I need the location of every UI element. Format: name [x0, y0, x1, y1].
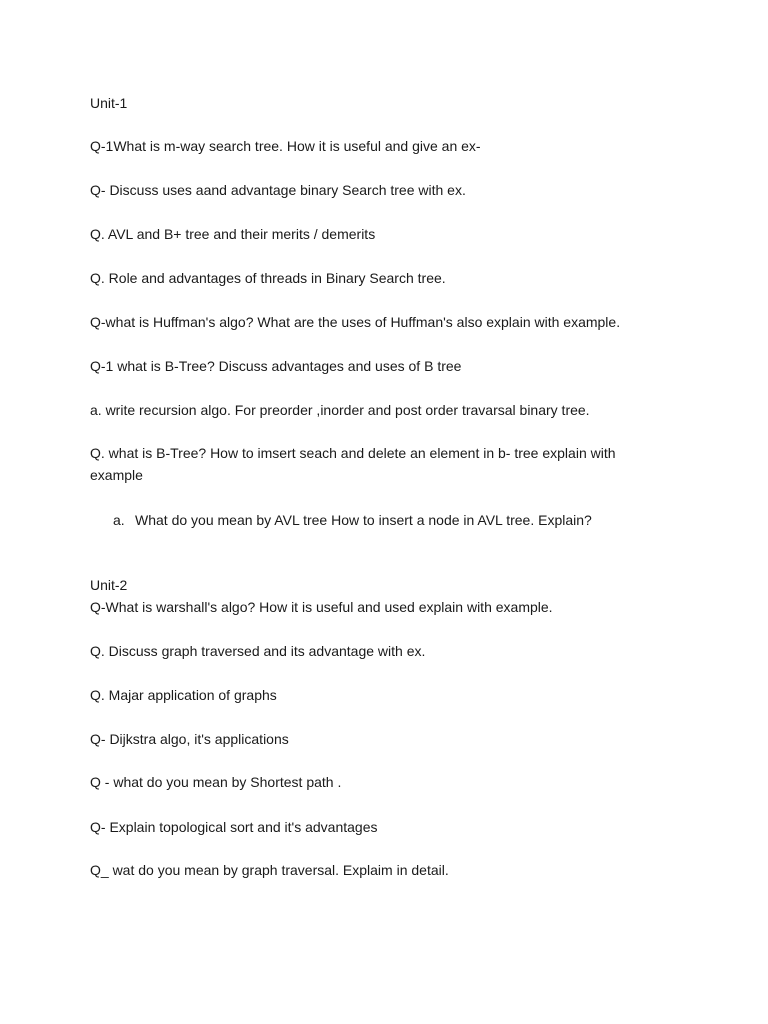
- question-item: a. write recursion algo. For preorder ,inorder and post order travarsal binary tree.: [90, 402, 590, 418]
- question-item: Q- Dijkstra algo, it's applications: [90, 731, 289, 747]
- list-item-text: What do you mean by AVL tree How to insert a node in AVL tree. Explain?: [135, 512, 592, 528]
- question-item: Q- Discuss uses aand advantage binary Search tree with ex.: [90, 182, 466, 198]
- question-item: Q-1What is m-way search tree. How it is useful and give an ex-: [90, 138, 481, 154]
- question-item: Q-1 what is B-Tree? Discuss advantages and uses of B tree: [90, 358, 462, 374]
- unit2-heading: Unit-2: [90, 577, 128, 593]
- question-item: Q- Explain topological sort and it's advantages: [90, 819, 378, 835]
- question-item: Q. AVL and B+ tree and their merits / demerits: [90, 226, 376, 242]
- question-item: Q. Role and advantages of threads in Binary Search tree.: [90, 270, 446, 286]
- unit1-heading: Unit-1: [90, 95, 128, 111]
- list-marker: a.: [113, 512, 125, 528]
- question-item: Q. Discuss graph traversed and its advantage with ex.: [90, 643, 426, 659]
- list-item: [113, 509, 673, 531]
- question-item: Q - what do you mean by Shortest path .: [90, 774, 342, 790]
- question-item: Q. what is B-Tree? How to imsert seach and delete an element in b- tree explain with example: [90, 445, 616, 483]
- question-item: Q-what is Huffman's algo? What are the uses of Huffman's also explain with example.: [90, 314, 621, 330]
- question-item: Q-What is warshall's algo? How it is useful and used explain with example.: [90, 599, 553, 615]
- question-item: Q_ wat do you mean by graph traversal. Explaim in detail.: [90, 862, 449, 878]
- question-item: Q. Majar application of graphs: [90, 687, 277, 703]
